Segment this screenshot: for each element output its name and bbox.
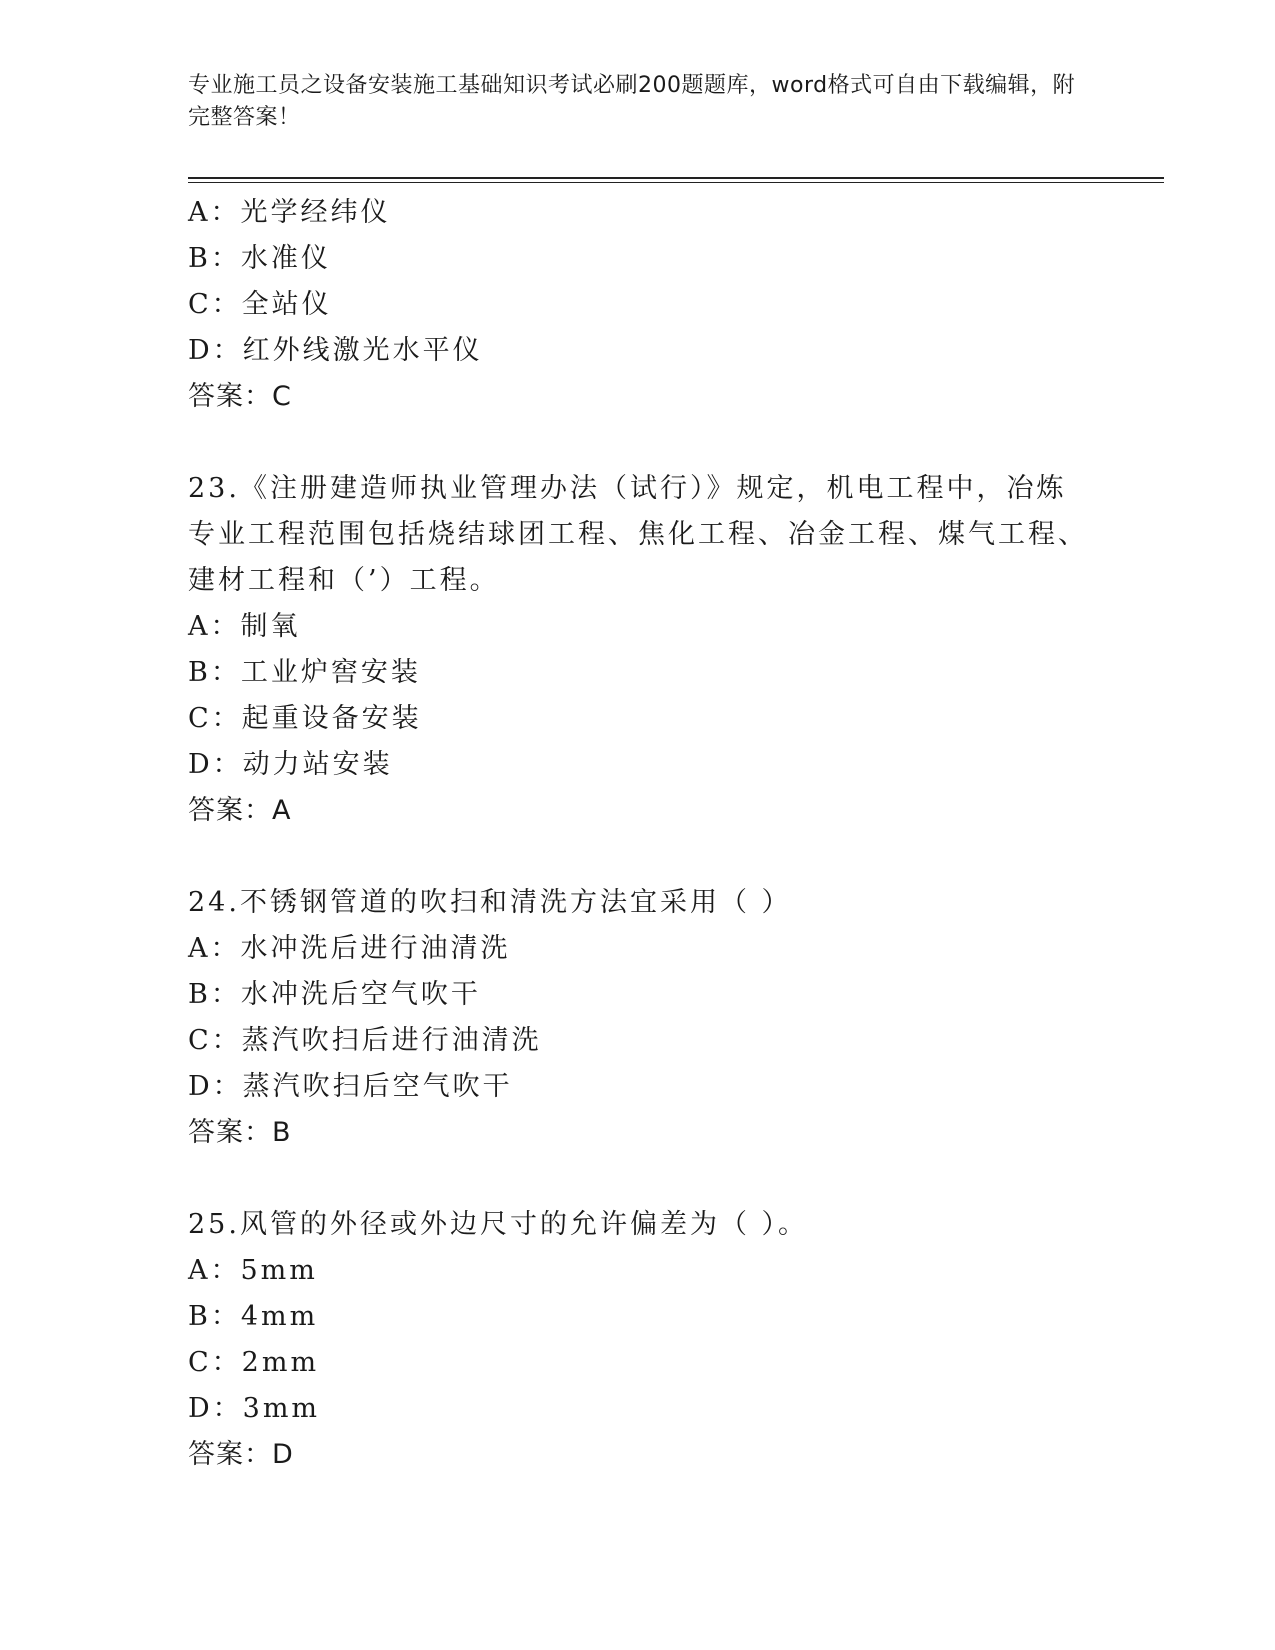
option-d: D：动力站安装 bbox=[188, 749, 393, 780]
question-text: 23.《注册建造师执业管理办法（试行）》规定，机电工程中，冶炼专业工程范围包括烧结球团工程、焦化工程、冶金工程、煤气工程、建材工程和（’）工程。 bbox=[188, 473, 1088, 596]
header-divider-thin bbox=[188, 182, 1164, 183]
option-b: B：工业炉窖安装 bbox=[188, 657, 421, 688]
question-22-tail bbox=[188, 190, 1088, 420]
answer-line: 答案：C bbox=[188, 381, 292, 412]
option-a: A：5mm bbox=[188, 1255, 318, 1286]
document-body bbox=[188, 190, 1088, 1478]
question-24 bbox=[188, 880, 1088, 1156]
question-23 bbox=[188, 466, 1088, 834]
option-d: D：红外线激光水平仪 bbox=[188, 335, 483, 366]
answer-line: 答案：D bbox=[188, 1439, 294, 1470]
option-b: B：4mm bbox=[188, 1301, 319, 1332]
answer-line: 答案：A bbox=[188, 795, 292, 826]
option-c: C：2mm bbox=[188, 1347, 320, 1378]
option-c: C：蒸汽吹扫后进行油清洗 bbox=[188, 1025, 542, 1056]
option-a: A：制氧 bbox=[188, 611, 301, 642]
option-b: B：水准仪 bbox=[188, 243, 331, 274]
document-header: 专业施工员之设备安装施工基础知识考试必刷200题题库，word格式可自由下载编辑，附完整答案！ bbox=[188, 73, 1076, 130]
header-divider bbox=[188, 177, 1164, 179]
option-d: D：蒸汽吹扫后空气吹干 bbox=[188, 1071, 513, 1102]
option-c: C：起重设备安装 bbox=[188, 703, 422, 734]
question-25 bbox=[188, 1202, 1088, 1478]
option-d: D：3mm bbox=[188, 1393, 321, 1424]
option-b: B：水冲洗后空气吹干 bbox=[188, 979, 481, 1010]
option-a: A：光学经纬仪 bbox=[188, 197, 391, 228]
question-text: 24.不锈钢管道的吹扫和清洗方法宜采用（ ） bbox=[188, 887, 792, 918]
answer-line: 答案：B bbox=[188, 1117, 292, 1148]
question-text: 25.风管的外径或外边尺寸的允许偏差为（ ）。 bbox=[188, 1209, 809, 1240]
option-c: C：全站仪 bbox=[188, 289, 332, 320]
option-a: A：水冲洗后进行油清洗 bbox=[188, 933, 511, 964]
